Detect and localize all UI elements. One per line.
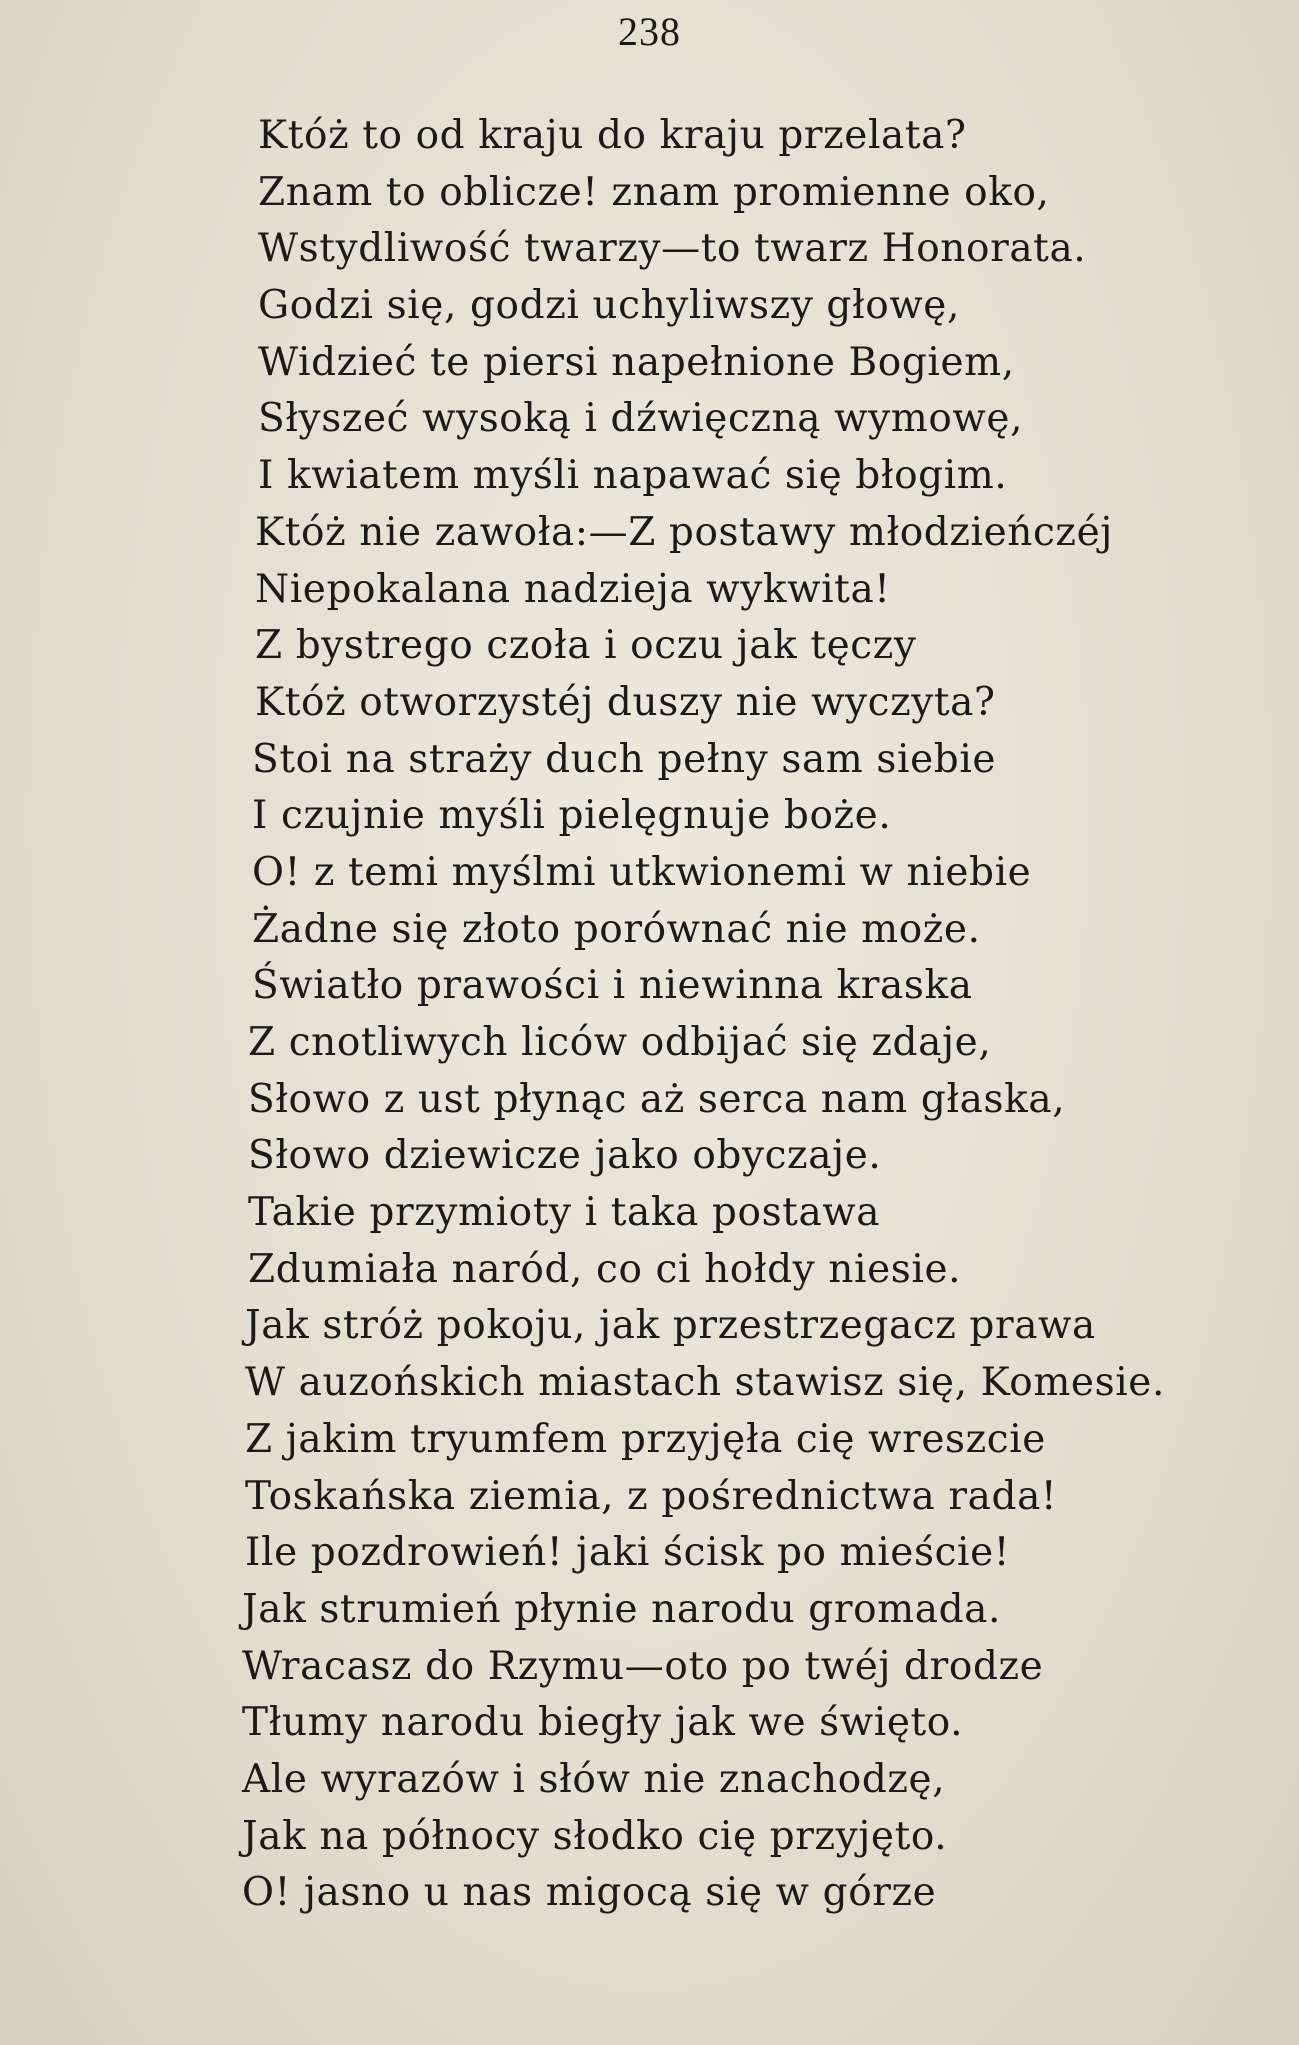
poem-line: Zdumiała naród, co ci hołdy niesie. bbox=[248, 1246, 962, 1292]
poem-line: Jak na północy słodko cię przyjęto. bbox=[242, 1813, 948, 1859]
poem-line: Ale wyrazów i słów nie znachodzę, bbox=[242, 1756, 946, 1802]
page-number: 238 bbox=[618, 9, 681, 54]
poem-line: W auzońskich miastach stawisz się, Komesie. bbox=[245, 1360, 1165, 1406]
poem-line: Z jakim tryumfem przyjęła cię wreszcie bbox=[245, 1416, 1046, 1462]
poem-line: Ile pozdrowień! jaki ścisk po mieście! bbox=[245, 1530, 1011, 1576]
poem-line: Któż to od kraju do kraju przelata? bbox=[258, 113, 967, 158]
poem-line: O! z temi myślmi utkwionemi w niebie bbox=[252, 849, 1032, 895]
poem-line: Żadne się złoto porównać nie może. bbox=[252, 906, 981, 952]
poem-line: Słyszeć wysoką i dźwięczną wymowę, bbox=[258, 396, 1024, 442]
poem-line: Z cnotliwych liców odbijać się zdaje, bbox=[248, 1020, 992, 1065]
poem-line: Znam to oblicze! znam promienne oko, bbox=[258, 169, 1050, 215]
poem-line: Któż nie zawoła:—Z postawy młodzieńczéj bbox=[255, 509, 1113, 555]
poem-line: I czujnie myśli pielęgnuje boże. bbox=[252, 793, 892, 839]
poem-text bbox=[242, 108, 1178, 1922]
poem-line: Z bystrego czoła i oczu jak tęczy bbox=[255, 623, 917, 669]
poem-line: Stoi na straży duch pełny sam siebie bbox=[252, 736, 997, 782]
poem-line: Słowo dziewicze jako obyczaje. bbox=[248, 1133, 882, 1179]
poem-line: Tłumy narodu biegły jak we święto. bbox=[242, 1700, 964, 1746]
poem-line: Wracasz do Rzymu—oto po twéj drodze bbox=[242, 1643, 1044, 1689]
poem-line: Widzieć te piersi napełnione Bogiem, bbox=[258, 339, 1015, 385]
poem-line: I kwiatem myśli napawać się błogim. bbox=[258, 453, 1008, 499]
poem-line: Wstydliwość twarzy—to twarz Honorata. bbox=[258, 226, 1087, 272]
poem-line: Toskańska ziemia, z pośrednictwa rada! bbox=[245, 1473, 1058, 1519]
poem-line: Światło prawości i niewinna kraska bbox=[252, 963, 973, 1009]
poem-line: Jak stróż pokoju, jak przestrzegacz prawa bbox=[245, 1303, 1096, 1349]
poem-line: Godzi się, godzi uchyliwszy głowę, bbox=[258, 283, 960, 329]
poem-line: Jak strumień płynie narodu gromada. bbox=[242, 1586, 1002, 1632]
poem-line: Niepokalana nadzieja wykwita! bbox=[255, 566, 891, 612]
poem-line: Takie przymioty i taka postawa bbox=[248, 1190, 881, 1236]
poem-line: Któż otworzystéj duszy nie wyczyta? bbox=[255, 679, 996, 725]
poem-line: Słowo z ust płynąc aż serca nam głaska, bbox=[248, 1076, 1066, 1122]
poem-line: O! jasno u nas migocą się w górze bbox=[242, 1870, 937, 1916]
